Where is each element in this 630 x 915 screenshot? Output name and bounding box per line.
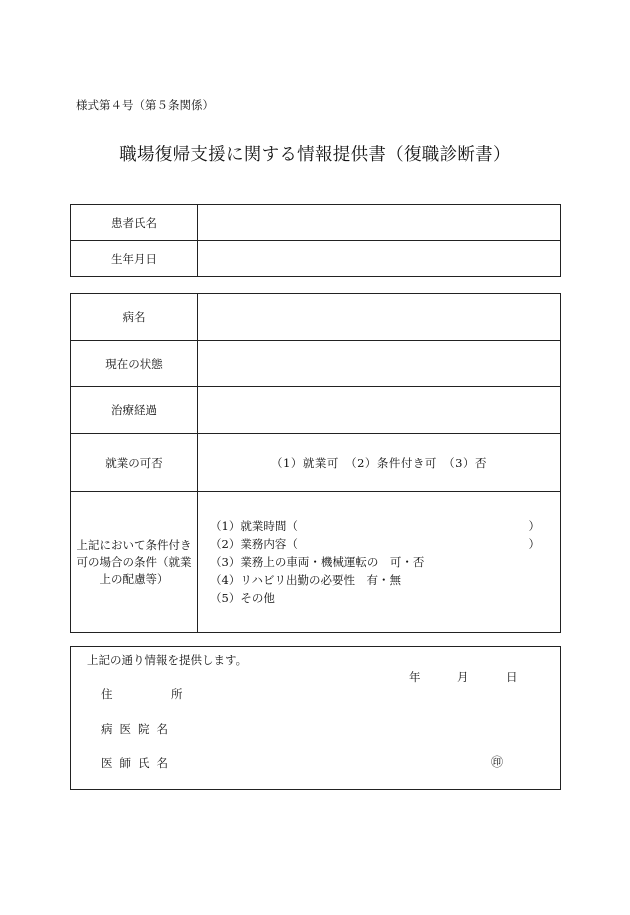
table-row [71,294,561,341]
date-month-label: 月 [457,670,469,684]
document-title: 職場復帰支援に関する情報提供書（復職診断書） [119,145,511,165]
list-item [210,517,554,535]
provision-statement: 上記の通り情報を提供します。 [87,653,248,667]
work-eligibility-label: 就業の可否 [71,434,198,492]
list-item [210,571,554,589]
address-label-part-2: 所 [171,687,183,701]
table-row [71,205,561,241]
list-item [210,535,554,553]
address-label-part-1: 住 [101,687,113,701]
patient-info-table [70,204,561,277]
list-item [210,589,554,607]
list-item [210,553,554,571]
conditions-field[interactable] [198,492,561,633]
patient-name-field[interactable] [198,205,561,241]
provider-info-box [70,646,561,790]
condition-rehab-attendance: （4）リハビリ出勤の必要性 有・無 [210,573,401,587]
table-row [71,241,561,277]
close-paren: ） [528,537,540,551]
birthdate-field[interactable] [198,241,561,277]
form-number: 様式第４号（第５条関係） [76,98,214,112]
table-row [71,341,561,387]
status-field[interactable] [198,341,561,387]
hospital-name-label: 病医院名 [101,722,175,736]
status-label: 現在の状態 [71,341,198,387]
table-row [71,434,561,492]
table-row [71,387,561,434]
close-paren: ） [528,519,540,533]
conditions-label: 上記において条件付き可の場合の条件（就業上の配慮等） [71,492,198,633]
date-year-label: 年 [409,670,421,684]
date-day-label: 日 [506,670,518,684]
condition-work-hours: （1）就業時間（ [210,519,298,533]
medical-info-table [70,293,561,633]
work-eligibility-options[interactable]: （1）就業可 （2）条件付き可 （3）否 [198,434,561,492]
birthdate-label: 生年月日 [71,241,198,277]
disease-field[interactable] [198,294,561,341]
doctor-name-label: 医師氏名 [101,756,175,770]
table-row [71,492,561,633]
patient-name-label: 患者氏名 [71,205,198,241]
condition-other: （5）その他 [210,591,275,605]
seal-mark: ㊞ [491,755,504,769]
conditions-list [198,517,560,607]
treatment-label: 治療経過 [71,387,198,434]
treatment-field[interactable] [198,387,561,434]
condition-vehicle-operation: （3）業務上の車両・機械運転の 可・否 [210,555,425,569]
condition-work-content: （2）業務内容（ [210,537,298,551]
disease-label: 病名 [71,294,198,341]
